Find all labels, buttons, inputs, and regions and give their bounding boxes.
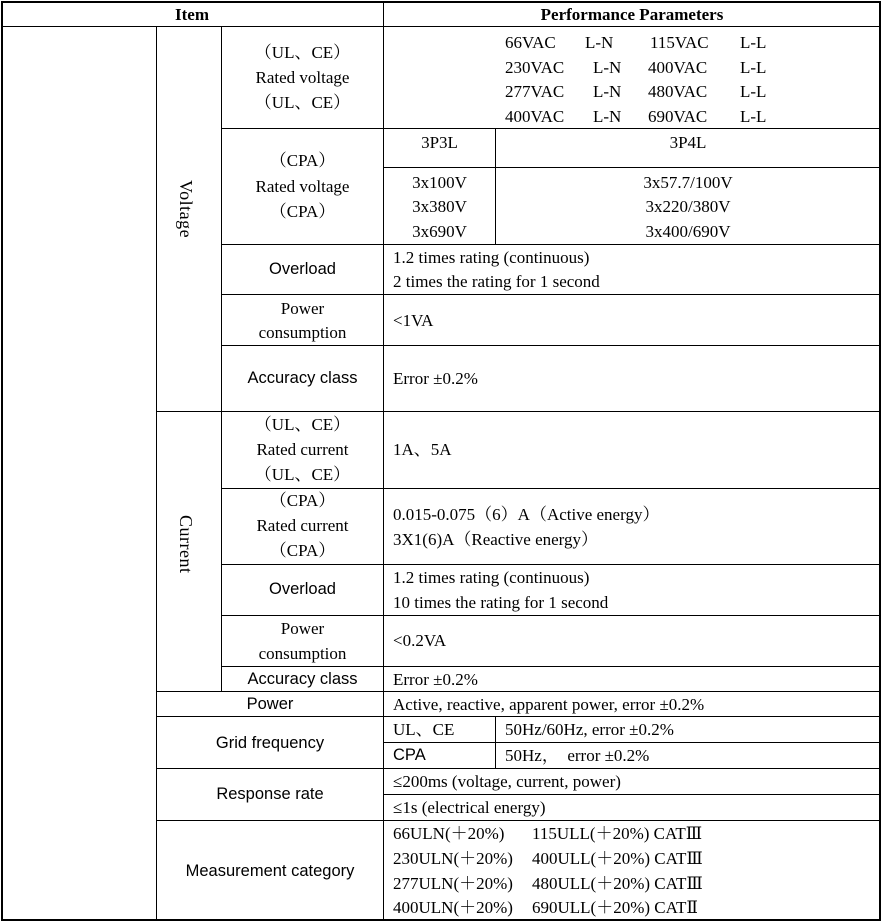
measurement-category-label: Measurement category [185, 862, 355, 880]
current-overload-label: Overload [269, 580, 336, 598]
current-rated-cpa-value-1: 0.015-0.075（6）A（Active energy） [393, 505, 660, 524]
current-power-consumption-label-1: Power [280, 619, 325, 638]
current-rated-cpa-value-2: 3X1(6)A（Reactive energy） [393, 530, 599, 549]
table-border-left [1, 1, 3, 921]
row-line [383, 167, 880, 168]
voltage-accuracy-label: Accuracy class [247, 369, 358, 387]
grid-frequency-label: Grid frequency [215, 734, 325, 752]
current-overload-value-1: 1.2 times rating (continuous) [393, 568, 590, 587]
power-value: Active, reactive, apparent power, error ±0.2% [393, 695, 705, 714]
grid-frequency-std-cpa: CPA [393, 746, 426, 764]
header-item: Item [175, 5, 209, 24]
voltage-cpa-col-3p4l: 3P4L [669, 133, 707, 152]
grid-frequency-value-ul: 50Hz/60Hz, error ±0.2% [505, 720, 674, 739]
header-performance: Performance Parameters [540, 5, 724, 24]
current-rated-ul-value: 1A、5A [393, 440, 452, 459]
voltage-overload-value-1: 1.2 times rating (continuous) [393, 248, 590, 267]
grid-frequency-std-ul: UL、CE [393, 720, 455, 739]
current-overload-value-2: 10 times the rating for 1 second [393, 593, 609, 612]
row-line [221, 294, 880, 295]
row-line [221, 345, 880, 346]
current-accuracy-label: Accuracy class [247, 670, 358, 688]
group-label-current: Current [176, 515, 196, 574]
power-label: Power [246, 695, 294, 713]
voltage-accuracy-value: Error ±0.2% [393, 369, 478, 388]
response-rate-value-2: ≤1s (electrical energy) [393, 798, 546, 817]
current-power-consumption-label-2: consumption [258, 644, 347, 663]
current-accuracy-value: Error ±0.2% [393, 670, 478, 689]
voltage-power-consumption-label-1: Power [280, 299, 325, 318]
col-line [495, 716, 496, 768]
row-line [156, 820, 880, 821]
voltage-cpa-col-3p3l: 3P3L [421, 133, 458, 152]
voltage-overload-value-2: 2 times the rating for 1 second [393, 272, 600, 291]
current-power-consumption-value: <0.2VA [393, 631, 447, 650]
grid-frequency-value-cpa: 50Hz， error ±0.2% [505, 746, 650, 765]
voltage-overload-label: Overload [269, 260, 336, 278]
group-label-voltage: Voltage [176, 180, 196, 239]
voltage-power-consumption-value: <1VA [393, 311, 434, 330]
voltage-power-consumption-label-2: consumption [258, 323, 347, 342]
response-rate-label: Response rate [216, 785, 324, 803]
response-rate-value-1: ≤200ms (voltage, current, power) [393, 772, 621, 791]
